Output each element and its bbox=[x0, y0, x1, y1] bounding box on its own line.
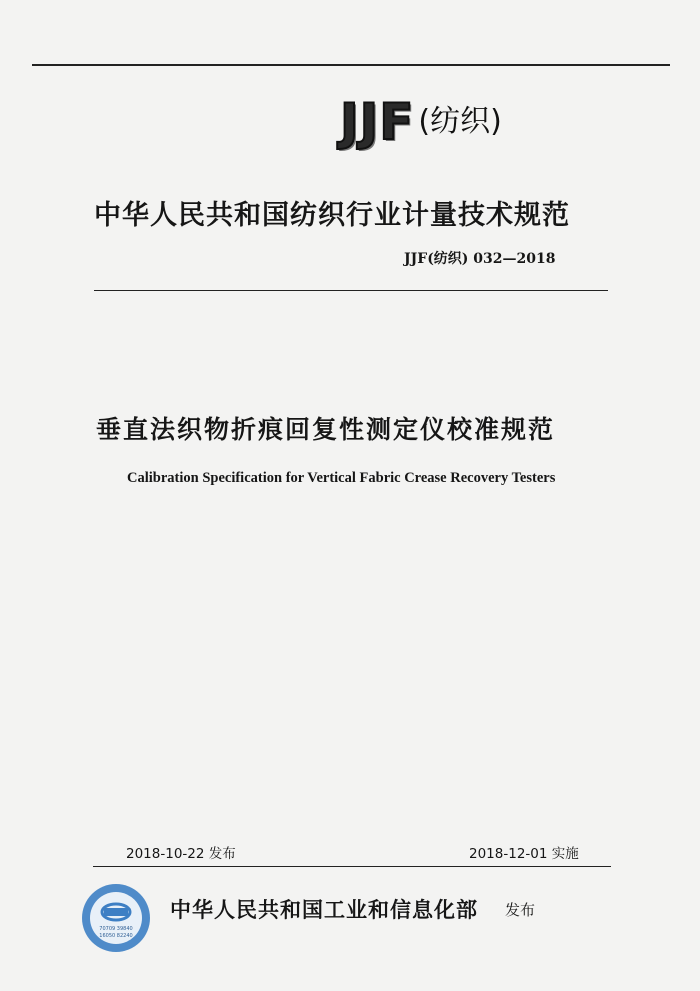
header-rule bbox=[94, 290, 608, 291]
publisher-seal-icon bbox=[80, 882, 152, 954]
title-english: Calibration Specification for Vertical Fabric Crease Recovery Testers bbox=[127, 470, 556, 486]
title-chinese: 垂直法织物折痕回复性测定仪校准规范 bbox=[96, 415, 556, 444]
svg-text:16050 82240: 16050 82240 bbox=[99, 933, 133, 939]
jjf-logo bbox=[340, 93, 502, 151]
svg-text:70709 39840: 70709 39840 bbox=[99, 926, 133, 932]
implementation-date: 2018-12-01 实施 bbox=[469, 846, 579, 862]
logo-suffix: (纺织) bbox=[418, 104, 502, 139]
publish-label: 发布 bbox=[505, 901, 536, 919]
standard-category: 中华人民共和国纺织行业计量技术规范 bbox=[94, 200, 570, 231]
issue-date: 2018-10-22 发布 bbox=[126, 846, 236, 862]
footer-rule bbox=[93, 866, 611, 867]
publisher-name: 中华人民共和国工业和信息化部 bbox=[170, 898, 478, 922]
logo-mark: JJF bbox=[340, 93, 415, 151]
document-number: JJF(纺织) 032—2018 bbox=[404, 251, 556, 267]
top-rule bbox=[32, 64, 670, 66]
